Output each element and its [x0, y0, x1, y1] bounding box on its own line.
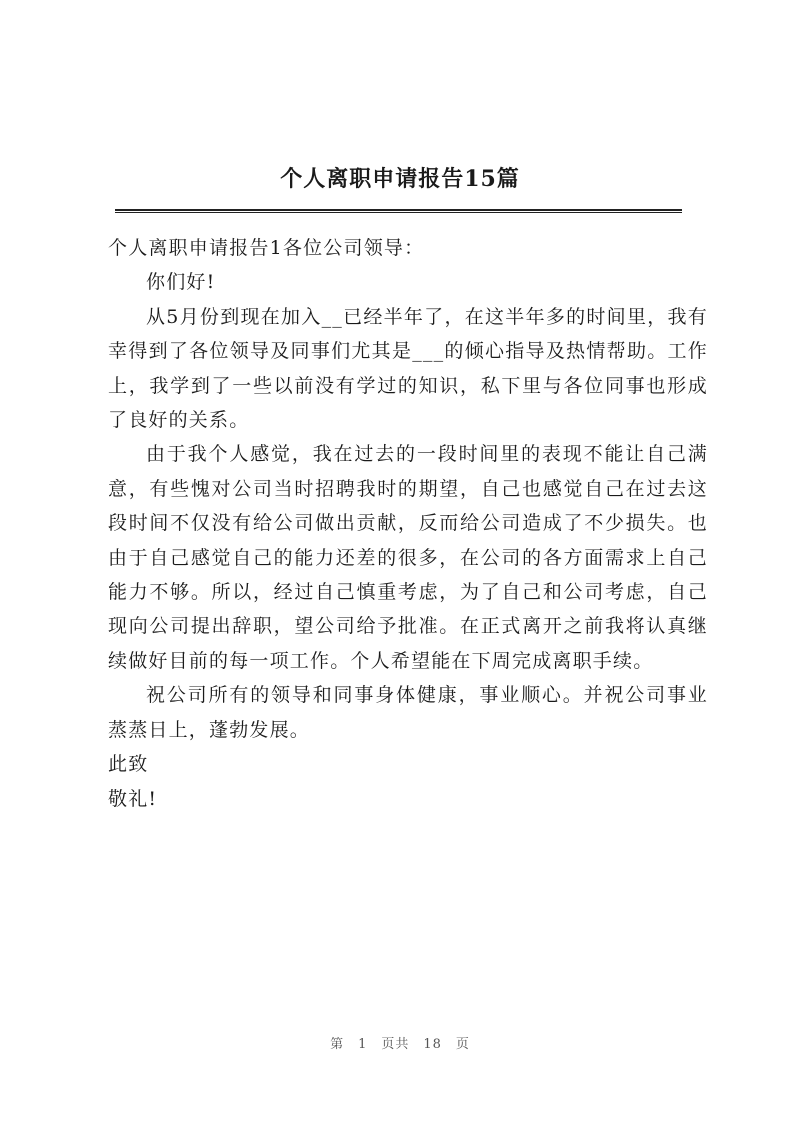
- body-paragraph: 祝公司所有的领导和同事身体健康，事业顺心。并祝公司事业蒸蒸日上，蓬勃发展。: [108, 684, 708, 741]
- greeting-paragraph: 你们好!: [146, 271, 216, 294]
- salutation-line: 个人离职申请报告1各位公司领导：: [108, 237, 425, 259]
- document-body: [108, 231, 708, 816]
- title-divider: [115, 209, 682, 213]
- footer-label-page: 第: [330, 1037, 345, 1052]
- body-paragraph: 由于我个人感觉，我在过去的一段时间里的表现不能让自己满意，有些愧对公司当时招聘我时的期望，自己也感觉自己在过去这段时间不仅没有给公司做出贡献，反而给公司造成了不少损失。也由于自己感觉自己的能力还差的很多，在公司的各方面需求上自己能力不够。所以，经过自己慎重考虑，为了自己和公司考虑，自己现向公司提出辞职，望公司给予批准。在正式离开之前我将认真继续做好目前的每一项工作。个人希望能在下周完成离职手续。: [108, 443, 708, 672]
- document-title: 个人离职申请报告15篇: [280, 166, 520, 192]
- closing-salute: 敬礼!: [108, 787, 158, 810]
- footer-current-page: 1: [358, 1037, 368, 1052]
- footer-label-end: 页: [455, 1037, 470, 1052]
- footer-label-of: 页共: [381, 1037, 410, 1052]
- closing-line: 此致: [108, 753, 149, 776]
- page-footer: [0, 1033, 800, 1052]
- body-paragraph: 从5月份到现在加入__已经半年了，在这半年多的时间里，我有幸得到了各位领导及同事们尤其是___的倾心指导及热情帮助。工作上，我学到了一些以前没有学过的知识，私下里与各位同事也形成了良好的关系。: [108, 305, 708, 432]
- footer-total-pages: 18: [423, 1037, 442, 1052]
